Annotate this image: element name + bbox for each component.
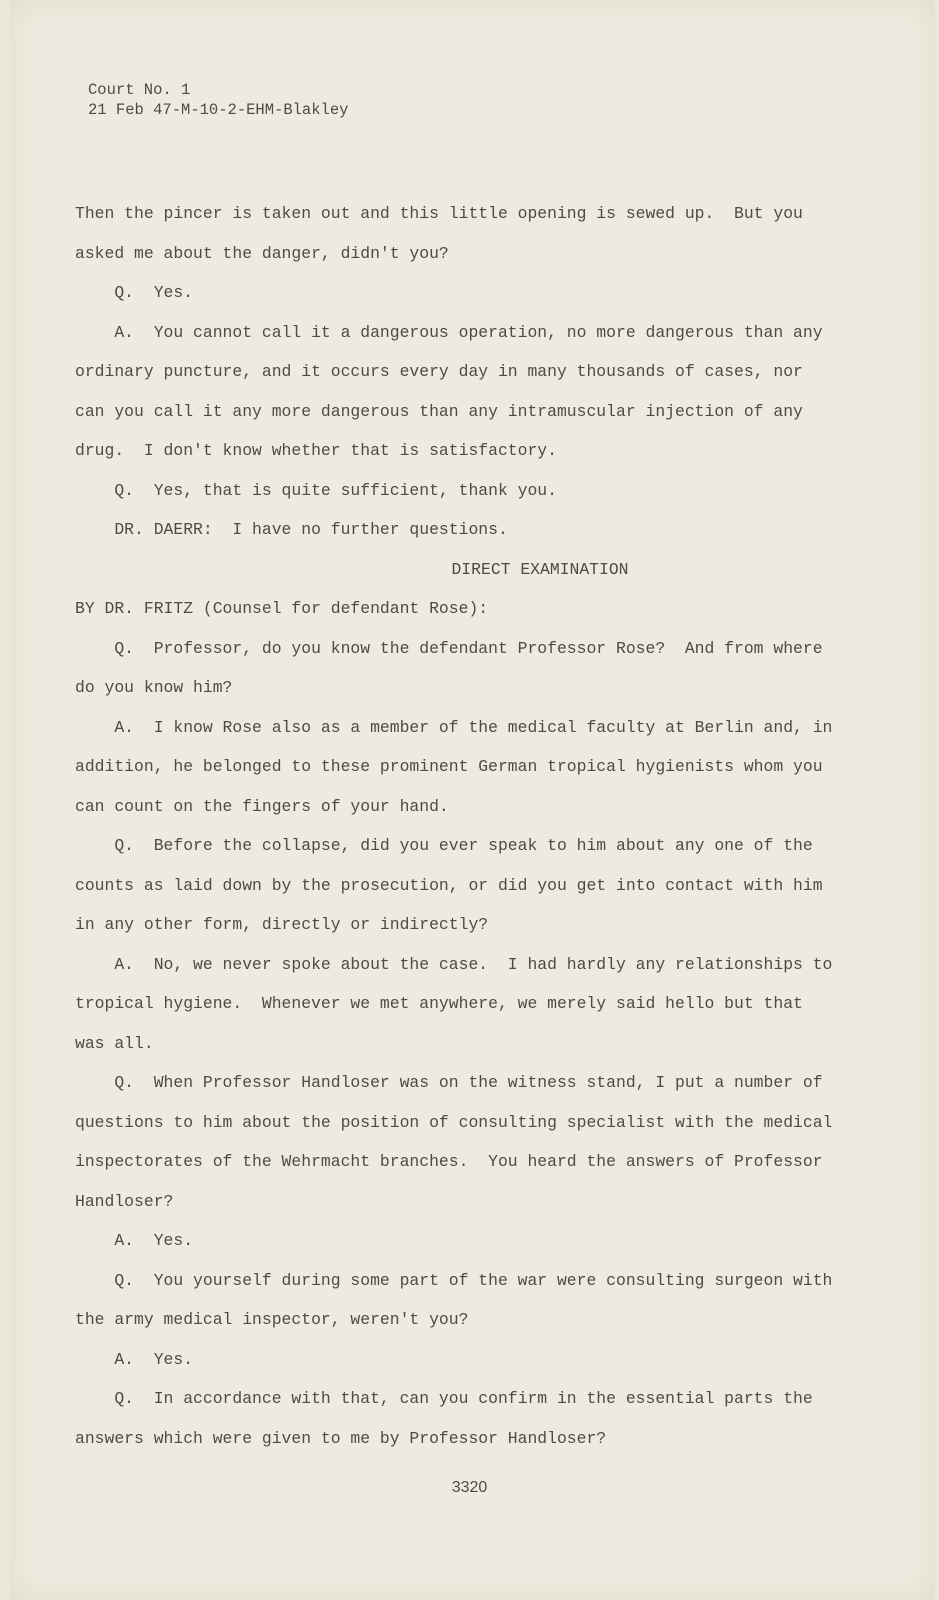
paragraph: Q. Yes. (75, 283, 194, 302)
section-heading: DIRECT EXAMINATION (451, 559, 629, 579)
transcript-reference: 21 Feb 47-M-10-2-EHM-Blakley (88, 101, 349, 119)
paragraph: DR. DAERR: I have no further questions. (75, 520, 508, 539)
paragraph: A. No, we never spoke about the case. I had hardly any relationships to tropical hygiene. Whenever we met anywhere, we merely said hello but that was all. (75, 954, 833, 1053)
transcript-body (75, 194, 865, 1458)
paragraph: Q. You yourself during some part of the war were consulting surgeon with the army medical inspector, weren't you? (75, 1270, 833, 1329)
paragraph: A. Yes. (75, 1231, 194, 1250)
header (88, 80, 348, 120)
court-number: Court No. 1 (88, 81, 191, 99)
paragraph: A. You cannot call it a dangerous operation, no more dangerous than any ordinary puncture, and it occurs every day in many thousands of cases, nor can you call it any more dangerous than any intramuscular injection of any drug. I don't know whether that is satisfactory. (75, 322, 823, 460)
page-number: 3320 (451, 1479, 488, 1496)
paragraph: Q. In accordance with that, can you confirm in the essential parts the answers which were given to me by Professor Handloser? (75, 1389, 813, 1448)
paragraph: Then the pincer is taken out and this little opening is sewed up. But you asked me about the danger, didn't you? (75, 204, 803, 263)
paragraph: Q. Before the collapse, did you ever speak to him about any one of the counts as laid down by the prosecution, or did you get into contact with him in any other form, directly or indirectly? (75, 836, 823, 934)
paragraph: A. I know Rose also as a member of the medical faculty at Berlin and, in addition, he belonged to these prominent German tropical hygienists whom you can count on the fingers of your hand. (75, 717, 833, 816)
paragraph: Q. Yes, that is quite sufficient, thank you. (75, 480, 557, 500)
paragraph: Q. Professor, do you know the defendant Professor Rose? And from where do you know him? (75, 638, 823, 697)
examiner-line: BY DR. FRITZ (Counsel for defendant Rose): (75, 599, 489, 618)
paragraph: A. Yes. (75, 1349, 194, 1369)
paragraph: Q. When Professor Handloser was on the witness stand, I put a number of questions to him about the position of consulting specialist with the medical inspectorates of the Wehrmacht branches. You heard the answers of Professor Handloser? (75, 1073, 833, 1211)
